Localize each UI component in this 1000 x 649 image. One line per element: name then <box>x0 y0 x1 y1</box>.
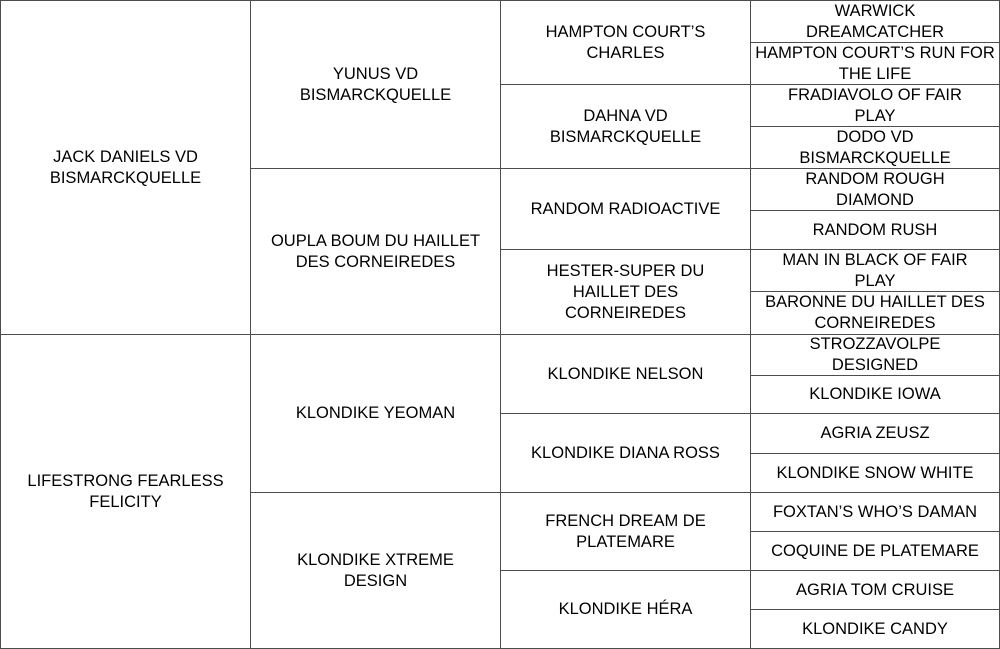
gggen-14: COQUINE DE PLATEMARE <box>771 541 979 560</box>
gggen-13: FOXTAN’S WHO’S DAMAN <box>772 502 978 521</box>
gggen-15: AGRIA TOM CRUISE <box>795 580 954 599</box>
ggen-sdd: HESTER-SUPER DU HAILLET DES CORNEIREDES <box>546 261 705 322</box>
paternal-grandsire: YUNUS VD BISMARCKQUELLE <box>299 64 452 104</box>
gggen-10: KLONDIKE IOWA <box>809 385 941 403</box>
ggen-ddd: KLONDIKE HÉRA <box>558 600 693 618</box>
gggen-4: DODO VD BISMARCKQUELLE <box>799 127 951 167</box>
gggen-1: WARWICK DREAMCATCHER <box>805 1 945 41</box>
maternal-granddam: KLONDIKE XTREME DESIGN <box>297 550 454 590</box>
gggen-12: KLONDIKE SNOW WHITE <box>776 463 974 482</box>
gggen-8: BARONNE DU HAILLET DES CORNEIREDES <box>765 293 985 332</box>
gggen-5: RANDOM ROUGH DIAMOND <box>805 169 945 209</box>
paternal-granddam: OUPLA BOUM DU HAILLET DES CORNEIREDES <box>270 231 481 271</box>
ggen-sds: RANDOM RADIOACTIVE <box>530 199 721 218</box>
gggen-2: HAMPTON COURT’S RUN FOR THE LIFE <box>755 43 995 83</box>
ggen-sss: HAMPTON COURT’S CHARLES <box>545 22 706 62</box>
gggen-6: RANDOM RUSH <box>812 220 938 239</box>
dam-name: LIFESTRONG FEARLESS FELICITY <box>27 471 224 511</box>
ggen-ssd: DAHNA VD BISMARCKQUELLE <box>549 106 702 146</box>
ggen-dsd: KLONDIKE DIANA ROSS <box>531 443 720 462</box>
maternal-grandsire: KLONDIKE YEOMAN <box>295 404 456 422</box>
ggen-dds: FRENCH DREAM DE PLATEMARE <box>545 511 706 551</box>
gggen-9: STROZZAVOLPE DESIGNED <box>809 335 941 374</box>
sire-name: JACK DANIELS VD BISMARCKQUELLE <box>49 147 202 187</box>
ggen-dss: KLONDIKE NELSON <box>547 364 704 383</box>
gggen-7: MAN IN BLACK OF FAIR PLAY <box>782 250 968 290</box>
gggen-11: AGRIA ZEUSZ <box>820 424 930 442</box>
gggen-16: KLONDIKE CANDY <box>802 619 948 638</box>
gggen-3: FRADIAVOLO OF FAIR PLAY <box>788 85 962 125</box>
